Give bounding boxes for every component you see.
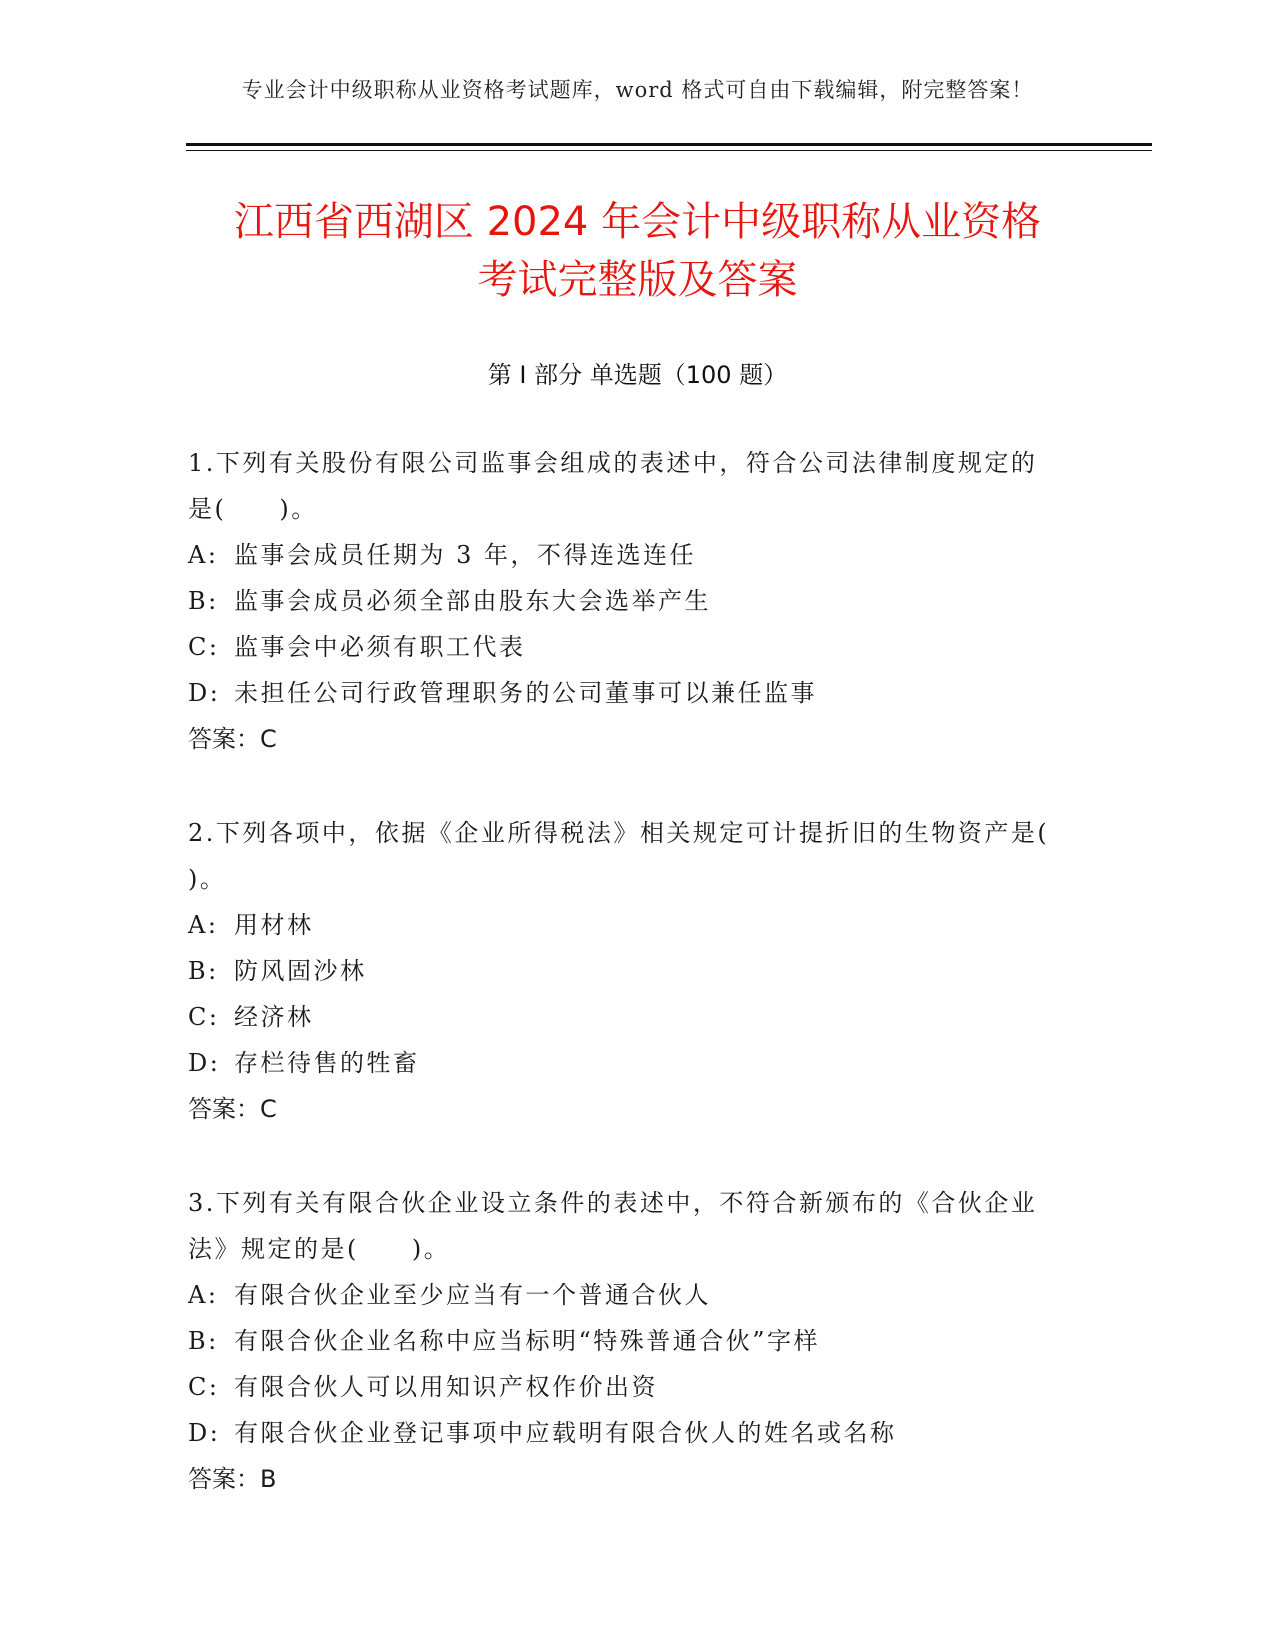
option-c — [188, 624, 1058, 670]
header-rule-thick — [186, 143, 1152, 146]
option-a — [188, 532, 1058, 578]
option-text: 未担任公司行政管理职务的公司董事可以兼任监事 — [234, 679, 817, 707]
option-letter: C: — [188, 1003, 220, 1031]
question-list — [188, 440, 1058, 1550]
question-stem: 1.下列有关股份有限公司监事会组成的表述中，符合公司法律制度规定的是( )。 — [188, 449, 1038, 523]
section-heading: 第 I 部分 单选题（100 题） — [487, 361, 788, 389]
option-b — [188, 1318, 1058, 1364]
option-d — [188, 1040, 1058, 1086]
document-title-line-1: 江西省西湖区 2024 年会计中级职称从业资格 — [233, 199, 1042, 245]
option-letter: B: — [188, 957, 219, 985]
option-text: 有限合伙企业登记事项中应载明有限合伙人的姓名或名称 — [234, 1419, 897, 1447]
option-b — [188, 578, 1058, 624]
header-rule-thin — [186, 150, 1152, 151]
option-text: 有限合伙人可以用知识产权作价出资 — [234, 1373, 658, 1401]
document-title — [150, 193, 1125, 309]
question-stem: 3.下列有关有限合伙企业设立条件的表述中，不符合新颁布的《合伙企业法》规定的是( )。 — [188, 1189, 1038, 1263]
question-1 — [188, 440, 1058, 762]
answer: 答案：B — [188, 1465, 277, 1493]
option-a — [188, 1272, 1058, 1318]
question-2 — [188, 810, 1058, 1132]
option-text: 存栏待售的牲畜 — [234, 1049, 420, 1077]
option-d — [188, 1410, 1058, 1456]
option-text: 有限合伙企业名称中应当标明“特殊普通合伙”字样 — [234, 1327, 821, 1355]
question-3 — [188, 1180, 1058, 1502]
option-letter: A: — [188, 541, 219, 569]
option-text: 用材林 — [234, 911, 314, 939]
answer: 答案：C — [188, 725, 277, 753]
option-letter: A: — [188, 911, 219, 939]
option-letter: D: — [188, 1049, 221, 1077]
option-text: 监事会中必须有职工代表 — [234, 633, 526, 661]
option-text: 有限合伙企业至少应当有一个普通合伙人 — [234, 1281, 711, 1309]
answer: 答案：C — [188, 1095, 277, 1123]
option-d — [188, 670, 1058, 716]
option-letter: B: — [188, 587, 219, 615]
option-text: 监事会成员必须全部由股东大会选举产生 — [234, 587, 711, 615]
option-letter: A: — [188, 1281, 219, 1309]
option-letter: C: — [188, 1373, 220, 1401]
option-letter: B: — [188, 1327, 219, 1355]
option-text: 经济林 — [234, 1003, 314, 1031]
option-b — [188, 948, 1058, 994]
question-stem: 2.下列各项中，依据《企业所得税法》相关规定可计提折旧的生物资产是( )。 — [188, 819, 1050, 893]
option-c — [188, 994, 1058, 1040]
option-c — [188, 1364, 1058, 1410]
option-letter: D: — [188, 1419, 221, 1447]
document-title-line-2: 考试完整版及答案 — [477, 257, 798, 303]
header-note: 专业会计中级职称从业资格考试题库，word 格式可自由下载编辑，附完整答案！ — [241, 78, 1034, 102]
option-text: 防风固沙林 — [234, 957, 367, 985]
option-a — [188, 902, 1058, 948]
option-letter: C: — [188, 633, 220, 661]
option-text: 监事会成员任期为 3 年，不得连选连任 — [234, 541, 697, 569]
option-letter: D: — [188, 679, 221, 707]
